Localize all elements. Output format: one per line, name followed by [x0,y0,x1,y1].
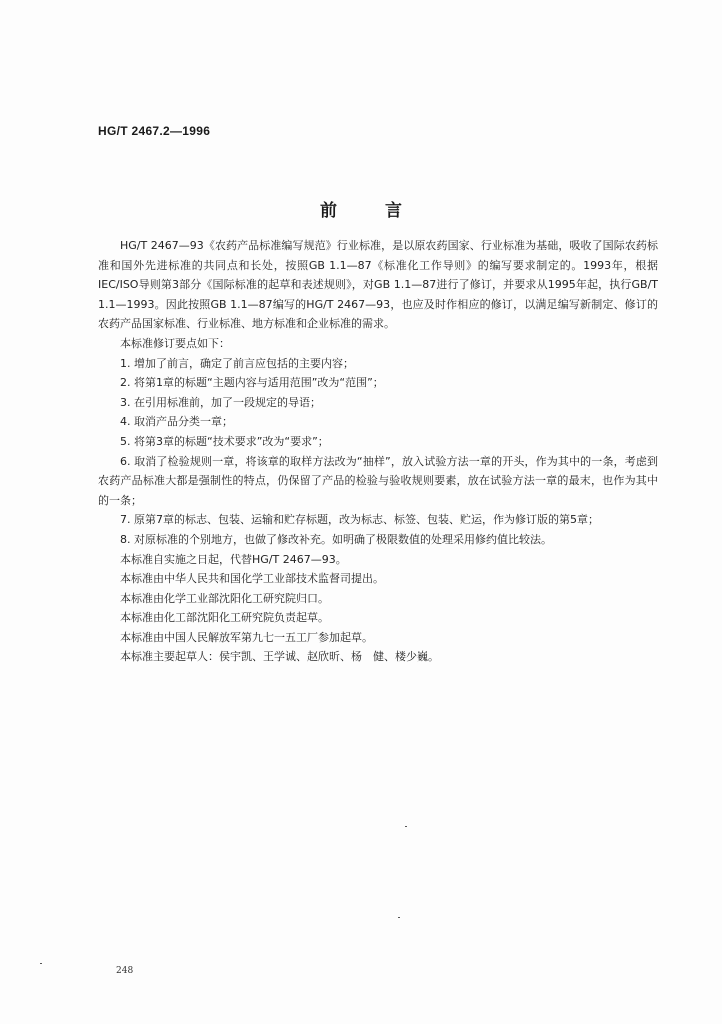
page-number: 248 [116,966,134,976]
intro-paragraph: HG/T 2467—93《农药产品标准编写规范》行业标准，是以原农药国家、行业标准为基础，吸收了国际农药标准和国外先进标准的共同点和长处，按照GB 1.1—87《标准化工作导则》的编写要求制定的。1993年，根据IEC/ISO导则第3部分《国际标准的起草和表述规则》，对GB 1.1—87进行了修订，并要求从1995年起，执行GB/T 1.1—1993。因此按照GB 1.1—87编写的HG/T 2467—93，也应及时作相应的修订，以满足编写新制定、修订的农药产品国家标准、行业标准、地方标准和企业标准的需求。 [98,239,658,331]
revision-item-7: 7. 原第7章的标志、包装、运输和贮存标题，改为标志、标签、包装、贮运，作为修订版的第5章； [120,513,599,527]
scan-speck [398,917,400,918]
closing-line-5: 本标准由中国人民解放军第九七一五工厂参加起草。 [120,630,373,644]
revision-heading: 本标准修订要点如下： [120,336,230,350]
revision-item-3: 3. 在引用标准前，加了一段规定的导语； [120,395,321,409]
revision-item-1: 1. 增加了前言，确定了前言应包括的主要内容； [120,356,354,370]
scan-speck [405,826,407,827]
revision-item-8: 8. 对原标准的个别地方，也做了修改补充。如明确了极限数值的处理采用修约值比较法。 [120,532,552,546]
scan-speck [40,963,42,964]
closing-line-1: 本标准自实施之日起，代替HG/T 2467—93。 [120,552,347,566]
closing-line-6: 本标准主要起草人：侯宇凯、王学诚、赵欣昕、杨 健、楼少巍。 [120,650,439,664]
closing-line-2: 本标准由中华人民共和国化学工业部技术监督司提出。 [120,572,384,586]
page-title: 前言 [320,201,450,221]
revision-item-2: 2. 将第1章的标题“主题内容与适用范围”改为“范围”； [120,376,384,390]
revision-item-6: 6. 取消了检验规则一章，将该章的取样方法改为“抽样”，放入试验方法一章的开头，作为其中的一条，考虑到农药产品标准大都是强制性的特点，仍保留了产品的检验与验收规则要素，放在试验方法一章的最末，也作为其中的一条； [98,454,658,507]
closing-line-3: 本标准由化学工业部沈阳化工研究院归口。 [120,591,329,605]
foreword-body [98,236,658,667]
closing-line-4: 本标准由化工部沈阳化工研究院负责起草。 [120,611,329,625]
standard-code: HG/T 2467.2—1996 [98,124,211,138]
revision-item-5: 5. 将第3章的标题“技术要求”改为“要求”； [120,434,329,448]
revision-item-4: 4. 取消产品分类一章； [120,415,233,429]
